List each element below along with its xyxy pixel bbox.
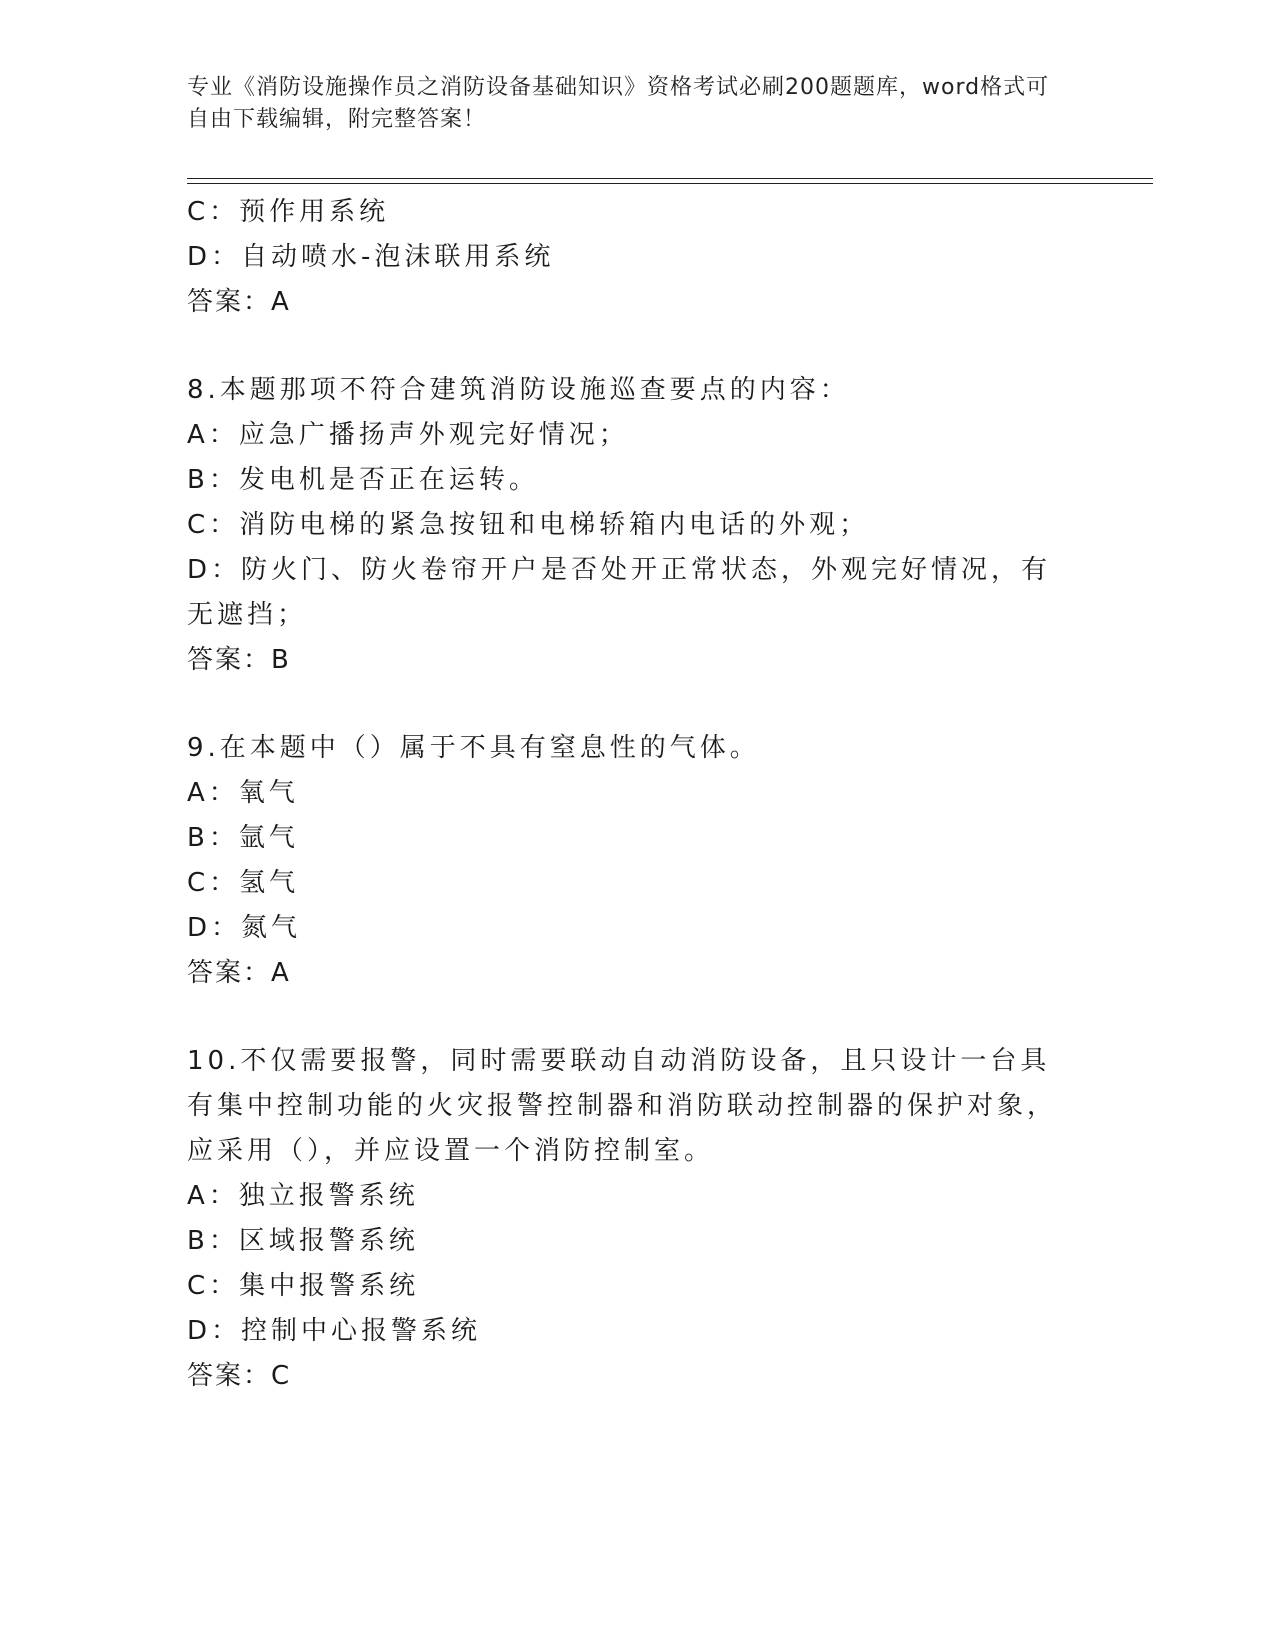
option-b: B：氩气 [187,823,299,853]
option-d: D：防火门、防火卷帘开户是否处开正常状态，外观完好情况，有无遮挡； [187,555,1052,630]
question-8 [187,368,1087,683]
option-c: C：消防电梯的紧急按钮和电梯轿箱内电话的外观； [187,510,870,540]
question-list [187,190,1087,1399]
option-d: D：氮气 [187,913,302,943]
question-9 [187,726,1087,996]
option-c: C：集中报警系统 [187,1271,420,1301]
option-c: C：预作用系统 [187,197,390,227]
option-b: B：发电机是否正在运转。 [187,465,539,495]
question-text: 10.不仅需要报警，同时需要联动自动消防设备，且只设计一台具有集中控制功能的火灾报警控制器和消防联动控制器的保护对象，应采用（），并应设置一个消防控制室。 [187,1046,1058,1166]
option-d: D：控制中心报警系统 [187,1316,482,1346]
header-rule-bottom [187,183,1153,184]
spacer [187,325,1087,368]
header-rule-top [187,178,1153,179]
option-d: D：自动喷水-泡沫联用系统 [187,242,555,272]
question-10 [187,1039,1087,1399]
answer: 答案：A [187,958,291,988]
answer: 答案：A [187,287,291,317]
option-b: B：区域报警系统 [187,1226,419,1256]
answer: 答案：B [187,645,291,675]
option-a: A：氧气 [187,778,299,808]
answer: 答案：C [187,1361,292,1391]
option-a: A：应急广播扬声外观完好情况； [187,420,629,450]
spacer [187,996,1087,1039]
question-7-tail [187,190,1087,325]
question-text: 9.在本题中（）属于不具有窒息性的气体。 [187,733,760,763]
spacer [187,683,1087,726]
question-text: 8.本题那项不符合建筑消防设施巡查要点的内容： [187,375,850,405]
page-header: 专业《消防设施操作员之消防设备基础知识》资格考试必刷200题题库，word格式可自由下载编辑，附完整答案！ [187,75,1050,132]
option-c: C：氢气 [187,868,300,898]
option-a: A：独立报警系统 [187,1181,419,1211]
